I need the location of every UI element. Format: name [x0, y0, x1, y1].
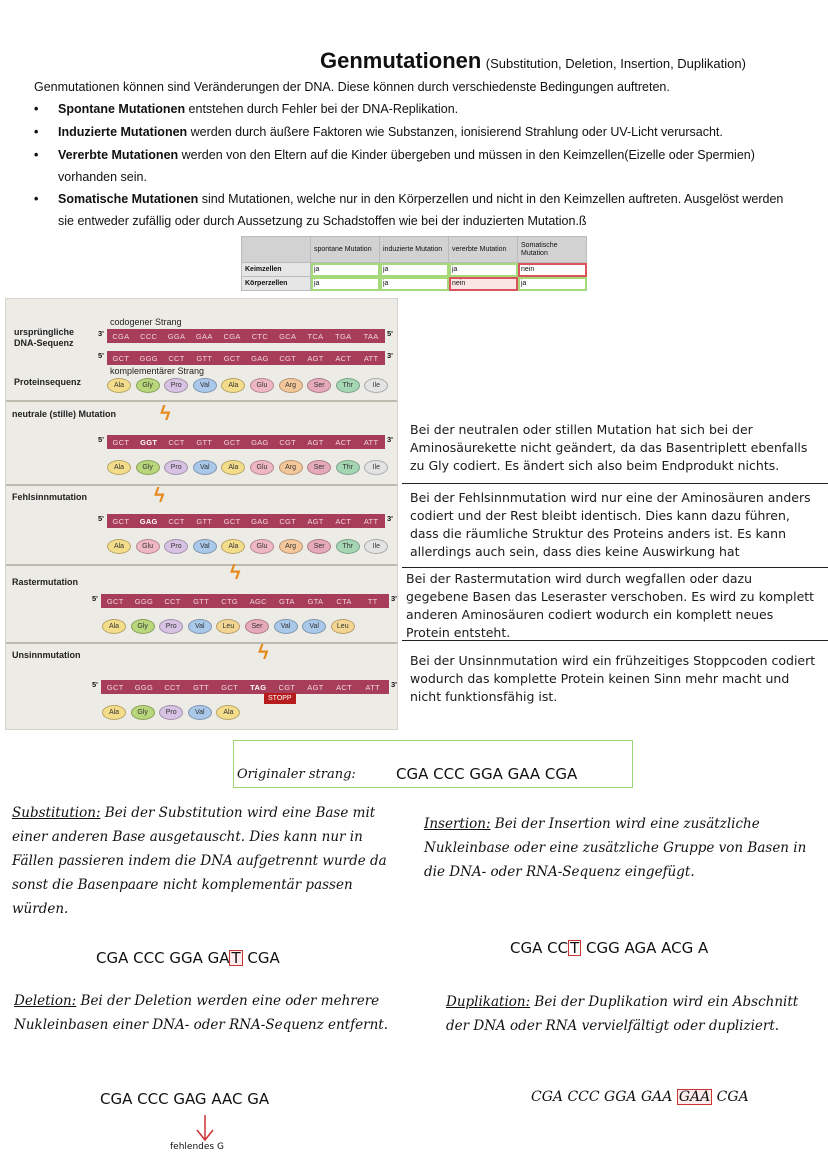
codon: GTT	[196, 516, 213, 526]
codon: TGA	[335, 331, 352, 341]
amino-acid: Ala	[221, 378, 245, 393]
amino-acid: Arg	[279, 378, 303, 393]
prime-label: 5'	[98, 514, 104, 523]
raster-strand	[101, 594, 389, 608]
neutral-description: Bei der neutralen oder stillen Mutation hat sich bei der Aminosäurekette nicht geändert, da das Basentriplett ebenfalls zu Gly codiert. Es ändert sich also beim Endprodukt nichts.	[410, 422, 808, 473]
codon: GAG	[251, 437, 269, 447]
amino-acid: Val	[188, 705, 212, 720]
codon: GAG	[251, 516, 269, 526]
amino-acid: Pro	[164, 460, 188, 475]
neutral-protein	[107, 460, 393, 475]
amino-acid: Ile	[364, 539, 388, 554]
codon: GGT	[140, 437, 158, 447]
codon: AGT	[307, 437, 324, 447]
amino-acid: Pro	[164, 539, 188, 554]
amino-acid: Leu	[331, 619, 355, 634]
komplementaer-strand	[107, 351, 385, 365]
codon: TAA	[363, 331, 379, 341]
amino-acid: Pro	[159, 619, 183, 634]
divider	[6, 484, 398, 486]
seq-part: CGA CCC GGA GAA	[531, 1089, 677, 1105]
table-cell: ja	[518, 277, 587, 291]
fehl-label: Fehlsinnmutation	[12, 492, 87, 502]
seq-part: CGG AGA ACG A	[581, 939, 709, 957]
bullet-term: Somatische Mutationen	[58, 192, 199, 206]
prime-label: 5'	[98, 351, 104, 360]
table-cell: ja	[380, 277, 449, 291]
deletion-term: Deletion:	[14, 993, 77, 1009]
codon: ACT	[335, 516, 352, 526]
codon: TCA	[307, 331, 324, 341]
prime-label: 3'	[391, 594, 397, 603]
codon: ATT	[363, 353, 379, 363]
divider	[402, 483, 828, 484]
amino-acid: Gly	[136, 460, 160, 475]
table-header: induzierte Mutation	[380, 237, 449, 263]
prime-label: 3'	[387, 351, 393, 360]
amino-acid: Gly	[136, 378, 160, 393]
codon: TT	[367, 596, 378, 606]
amino-acid: Ala	[102, 705, 126, 720]
prime-label: 3'	[98, 329, 104, 338]
prime-label: 3'	[387, 514, 393, 523]
prime-label: 3'	[391, 680, 397, 689]
neutral-strand	[107, 435, 385, 449]
unsinn-strand	[101, 680, 389, 694]
codon: CGA	[223, 331, 241, 341]
substitution-seq	[96, 949, 280, 967]
codon: GCT	[112, 437, 130, 447]
table-cell: ja	[380, 263, 449, 277]
bullet-dot: •	[34, 148, 39, 162]
amino-acid: Ala	[107, 378, 131, 393]
codon: GCT	[106, 682, 124, 692]
divider	[402, 567, 828, 568]
codon: CGT	[279, 353, 297, 363]
bullet-text: werden von den Eltern auf die Kinder übergeben und müssen in den Keimzellen(Eizelle oder Spermien) vorhanden sein.	[58, 148, 755, 184]
bullet-dot: •	[34, 125, 39, 139]
bullet-vererbt	[34, 144, 774, 188]
codon: CCT	[168, 516, 185, 526]
fehl-strand	[107, 514, 385, 528]
codon: GGA	[167, 331, 186, 341]
codon: CGT	[279, 437, 297, 447]
amino-acid: Ala	[216, 705, 240, 720]
table-cell: nein	[449, 277, 518, 291]
codon: ATT	[363, 516, 379, 526]
codon: TAG	[250, 682, 267, 692]
amino-acid: Ser	[245, 619, 269, 634]
bullet-somatisch	[34, 188, 794, 232]
amino-acid: Ile	[364, 378, 388, 393]
codon: GTA	[307, 596, 324, 606]
amino-acid: Thr	[336, 378, 360, 393]
prime-label: 5'	[92, 680, 98, 689]
codon: GTT	[196, 437, 213, 447]
amino-acid: Val	[302, 619, 326, 634]
amino-acid: Ala	[102, 619, 126, 634]
bullet-text: sind Mutationen, welche nur in den Körperzellen und nicht in den Keimzellen auftreten. Ausgelöst werden sie entweder zufällig oder durch Aussetzung zu Schadstoffen wie bei der induzierten Mutation.ß	[58, 192, 784, 228]
stopp-badge: STOPP	[264, 693, 296, 704]
mutation-figure	[5, 298, 398, 730]
codon: GAG	[251, 353, 269, 363]
deletion-text	[14, 989, 404, 1037]
codon: CCT	[164, 596, 181, 606]
missing-label: fehlendes G	[170, 1142, 224, 1152]
table-header: spontane Mutation	[311, 237, 380, 263]
amino-acid: Ala	[107, 460, 131, 475]
original-seq: CGA CCC GGA GAA CGA	[396, 765, 578, 783]
bullet-term: Vererbte Mutationen	[58, 148, 179, 162]
row-label: Keimzellen	[242, 263, 311, 277]
amino-acid: Glu	[250, 378, 274, 393]
deletion-seq: CGA CCC GAG AAC GA	[100, 1090, 270, 1108]
substitution-text	[12, 801, 407, 921]
codon: GCT	[223, 353, 241, 363]
bullet-dot: •	[34, 192, 39, 206]
arrow-down-icon	[190, 1113, 220, 1143]
row-label: Körperzellen	[242, 277, 311, 291]
codon: GTA	[278, 596, 295, 606]
table-header-row	[242, 237, 587, 263]
bullet-spontan	[34, 98, 814, 120]
insertion-body: Bei der Insertion wird eine zusätzliche Nukleinbase oder eine zusätzliche Gruppe von Basen in die DNA- oder RNA-Sequenz eingefügt.	[424, 816, 807, 880]
codon: CTC	[251, 331, 269, 341]
unsinn-description: Bei der Unsinnmutation wird ein frühzeitiges Stoppcoden codiert wodurch das komplette Protein keinen Sinn mehr macht und nicht funktionsfähig ist.	[410, 653, 816, 704]
codon: ATT	[365, 682, 380, 692]
amino-acid: Glu	[136, 539, 160, 554]
codon: CTG	[221, 596, 239, 606]
table-cell: ja	[311, 263, 380, 277]
codon: AGT	[307, 682, 324, 692]
codon: GTT	[196, 353, 213, 363]
amino-acid: Glu	[250, 539, 274, 554]
seq-part: CGA	[712, 1089, 749, 1105]
codon: GCT	[223, 516, 241, 526]
komp-label: komplementärer Strang	[110, 366, 205, 376]
insertion-seq	[510, 939, 708, 957]
prime-label: 3'	[387, 435, 393, 444]
highlight-box: T	[231, 949, 241, 967]
codon: AGT	[307, 353, 324, 363]
amino-acid: Leu	[216, 619, 240, 634]
codon: AGC	[249, 596, 267, 606]
seq-part: CGA CCC GGA GA	[96, 949, 230, 967]
table-cell: nein	[518, 263, 587, 277]
duplikation-body: Bei der Duplikation wird ein Abschnitt der DNA oder RNA vervielfältigt oder dupliziert.	[446, 994, 799, 1034]
divider	[6, 642, 398, 644]
page-title	[320, 48, 820, 74]
codon: GGG	[134, 596, 154, 606]
insertion-text	[424, 812, 819, 884]
codon: ACT	[335, 353, 352, 363]
protein-sequence	[107, 378, 393, 393]
codon: GCT	[112, 516, 130, 526]
table-cell: ja	[311, 277, 380, 291]
codon: CGA	[112, 331, 130, 341]
codon: GCT	[112, 353, 130, 363]
lightning-icon: ϟ	[154, 485, 165, 507]
fehl-protein	[107, 539, 393, 554]
table-header	[242, 237, 311, 263]
codon: GGG	[139, 353, 158, 363]
bullet-text: werden durch äußere Faktoren wie Substanzen, ionisierend Strahlung oder UV-Licht verursacht.	[187, 125, 723, 139]
table-cell: ja	[449, 263, 518, 277]
amino-acid: Val	[193, 539, 217, 554]
neutral-label: neutrale (stille) Mutation	[12, 409, 117, 419]
amino-acid: Ala	[221, 539, 245, 554]
seq-part: CGA	[242, 949, 280, 967]
codon: CGT	[278, 682, 296, 692]
codon: GCT	[223, 437, 241, 447]
codogen-label: codogener Strang	[110, 317, 182, 327]
prime-label: 5'	[387, 329, 393, 338]
codon: GTT	[193, 596, 210, 606]
table-header: vererbte Mutation	[449, 237, 518, 263]
codon: CCT	[164, 682, 181, 692]
prime-label: 5'	[92, 594, 98, 603]
amino-acid: Arg	[279, 539, 303, 554]
amino-acid: Val	[188, 619, 212, 634]
substitution-body: Bei der Substitution wird eine Base mit einer anderen Base ausgetauscht. Dies kann nur in Fällen passieren indem die DNA aufgetrennt wurde da sonst die Basenpaare nicht komplementär passen würden.	[12, 805, 387, 917]
amino-acid: Ser	[307, 378, 331, 393]
protein-label: Proteinsequenz	[14, 377, 82, 387]
amino-acid: Val	[193, 378, 217, 393]
amino-acid: Val	[274, 619, 298, 634]
table-header: Somatische Mutation	[518, 237, 587, 263]
codon: ACT	[336, 682, 352, 692]
prime-label: 5'	[98, 435, 104, 444]
amino-acid: Ala	[221, 460, 245, 475]
orig-label: ursprüngliche DNA-Sequenz	[14, 327, 75, 348]
subtitle-text: (Substitution, Deletion, Insertion, Duplikation)	[485, 56, 746, 71]
codon: ATT	[363, 437, 379, 447]
lightning-icon: ϟ	[230, 562, 241, 584]
mutation-table	[241, 236, 587, 291]
duplikation-text	[446, 990, 821, 1038]
codon: AGT	[307, 516, 324, 526]
amino-acid: Val	[193, 460, 217, 475]
intro-text: Genmutationen können sind Veränderungen der DNA. Diese können durch verschiedenste Bedingungen auftreten.	[34, 80, 670, 94]
codon: GGG	[134, 682, 154, 692]
original-label: Originaler strang:	[237, 767, 356, 782]
codon: CTA	[336, 596, 352, 606]
table-row	[242, 263, 587, 277]
codon: CCT	[168, 353, 185, 363]
duplikation-term: Duplikation:	[446, 994, 531, 1010]
bullet-term: Induzierte Mutationen	[58, 125, 188, 139]
divider	[402, 640, 828, 641]
codon: ACT	[335, 437, 352, 447]
title-text: Genmutationen	[320, 48, 482, 73]
original-strand-box	[233, 740, 633, 788]
amino-acid: Pro	[164, 378, 188, 393]
divider	[6, 564, 398, 566]
codon: GAG	[139, 516, 158, 526]
codon: CGT	[279, 516, 297, 526]
amino-acid: Thr	[336, 460, 360, 475]
lightning-icon: ϟ	[258, 642, 269, 664]
codon: GCT	[221, 682, 239, 692]
substitution-term: Substitution:	[12, 805, 101, 821]
raster-protein	[102, 619, 359, 634]
bullet-dot: •	[34, 102, 39, 116]
highlight-box: GAA	[678, 1089, 711, 1105]
fehl-description: Bei der Fehlsinnmutation wird nur eine der Aminosäuren anders codiert und der Rest bleibt identisch. Dies kann dazu führen, dass die räumliche Struktur des Proteins anders ist. Es kann allerdings auch sein, dass dies keine Auswirkung hat	[410, 490, 811, 559]
deletion-body: Bei der Deletion werden eine oder mehrere Nukleinbasen einer DNA- oder RNA-Sequenz entfernt.	[14, 993, 388, 1033]
amino-acid: Thr	[336, 539, 360, 554]
codogen-strand	[107, 329, 385, 343]
seq-part: CGA CC	[510, 939, 569, 957]
amino-acid: Ser	[307, 460, 331, 475]
duplikation-seq	[531, 1089, 749, 1105]
highlight-box: T	[570, 939, 580, 957]
insertion-term: Insertion:	[424, 816, 491, 832]
amino-acid: Pro	[159, 705, 183, 720]
bullet-induziert	[34, 121, 814, 143]
codon: CCC	[140, 331, 158, 341]
raster-description: Bei der Rastermutation wird durch wegfallen oder dazu gegebene Basen das Leseraster verschoben. Es wird zu komplett anderen Aminosäuren codiert wodurch ein komplett neues Protein entsteht.	[406, 571, 815, 640]
codon: GCT	[106, 596, 124, 606]
lightning-icon: ϟ	[160, 403, 171, 425]
codon: GAA	[195, 331, 213, 341]
amino-acid: Arg	[279, 460, 303, 475]
unsinn-label: Unsinnmutation	[12, 650, 81, 660]
unsinn-protein	[102, 705, 245, 720]
codon: GCA	[279, 331, 297, 341]
codon: CCT	[168, 437, 185, 447]
divider	[6, 400, 398, 402]
amino-acid: Ala	[107, 539, 131, 554]
bullet-term: Spontane Mutationen	[58, 102, 186, 116]
amino-acid: Ser	[307, 539, 331, 554]
amino-acid: Gly	[131, 705, 155, 720]
codon: GTT	[193, 682, 210, 692]
raster-label: Rastermutation	[12, 577, 79, 587]
table-row	[242, 277, 587, 291]
amino-acid: Gly	[131, 619, 155, 634]
amino-acid: Ile	[364, 460, 388, 475]
amino-acid: Glu	[250, 460, 274, 475]
bullet-text: entstehen durch Fehler bei der DNA-Replikation.	[185, 102, 459, 116]
